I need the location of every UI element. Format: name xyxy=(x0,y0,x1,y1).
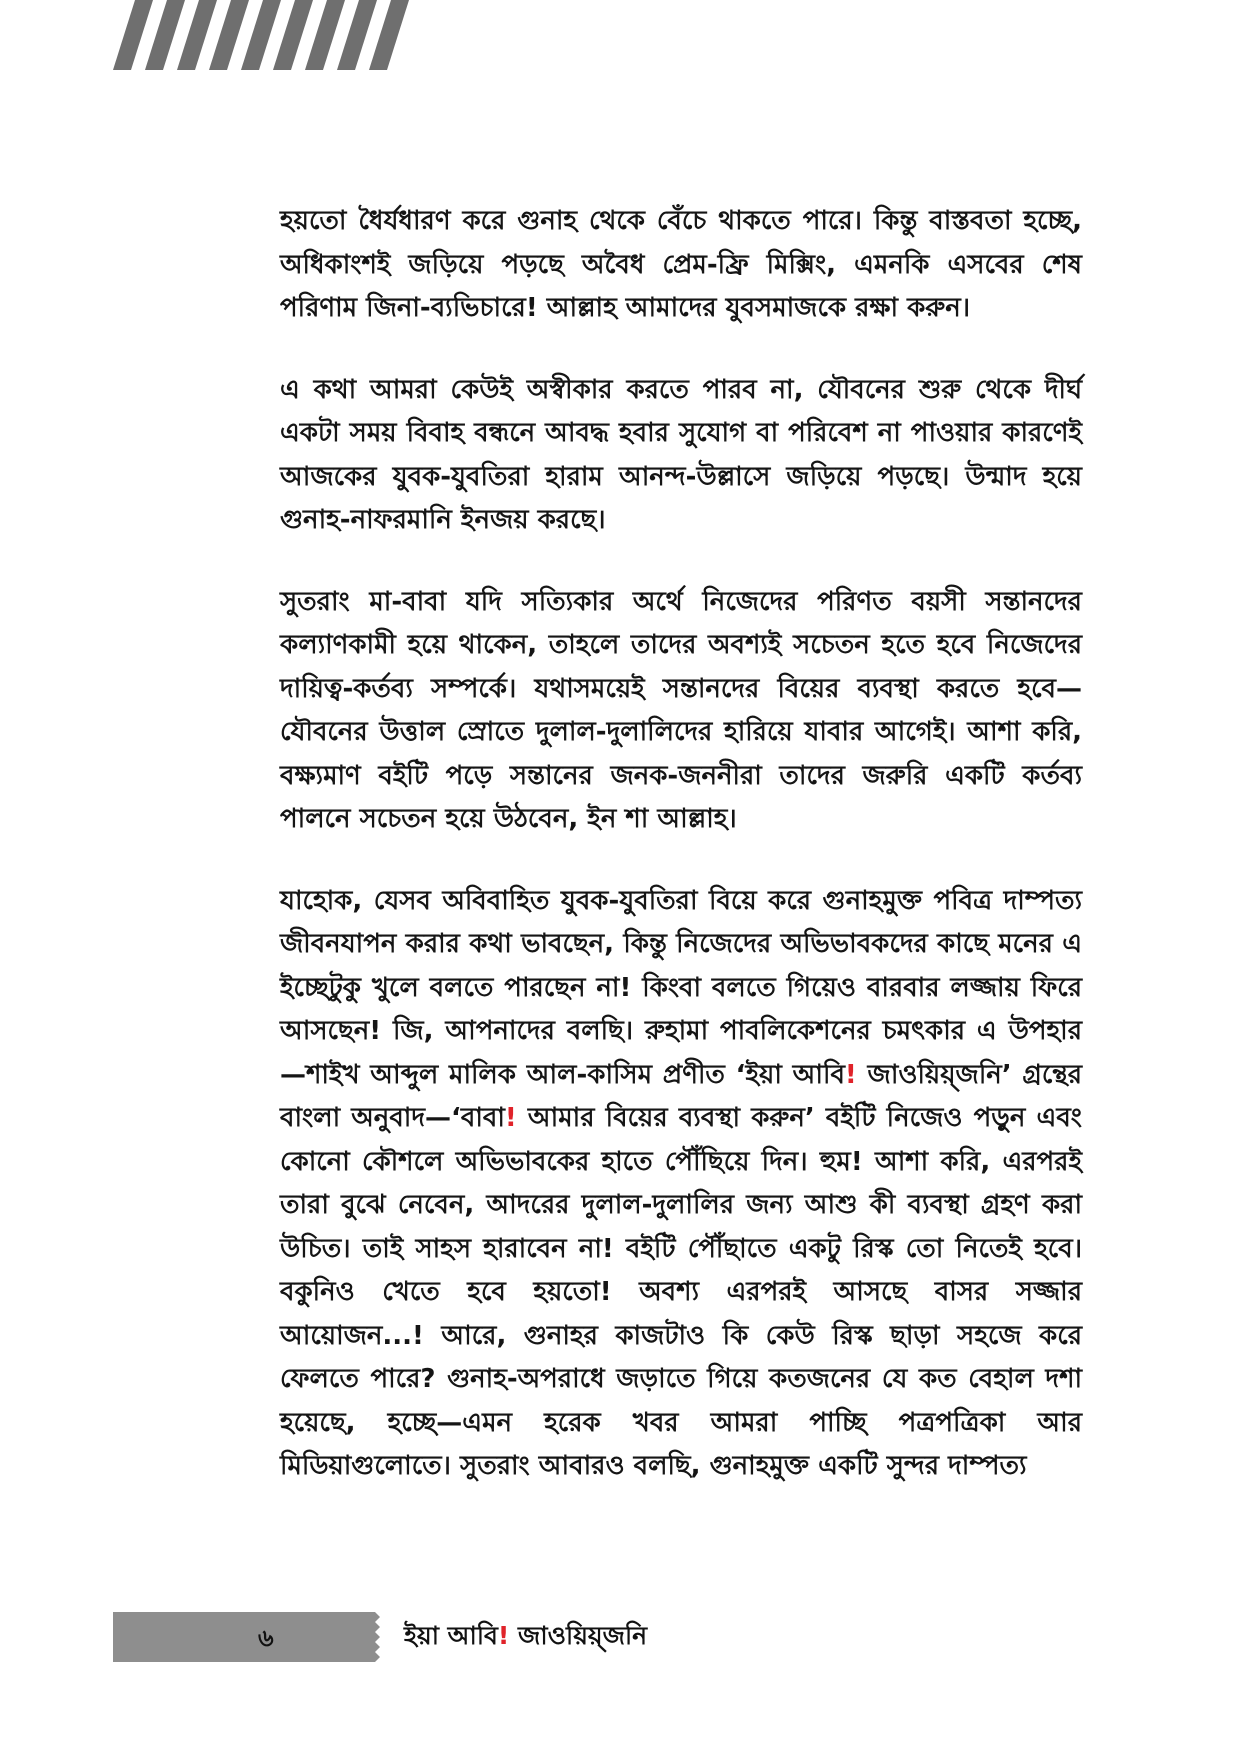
book-title-part-1: ইয়া আবি xyxy=(404,1621,498,1650)
exclamation-mark-red: ! xyxy=(504,1103,517,1133)
paragraph-4-part-3: আমার বিয়ের ব্যবস্থা করুন’ বইটি নিজেও পড়ুন এবং কোনো কৌশলে অভিভাবকের হাতে পৌঁছিয়ে দিন। হুম! আশা করি, এরপরই তারা বুঝে নেবেন, আদরের দুলাল-দুলালির জন্য আশু কী ব্যবস্থা গ্রহণ করা উচিত। তাই সাহস হারাবেন না! বইটি পৌঁছাতে একটু রিস্ক তো নিতেই হবে। বকুনিও খেতে হবে হয়তো! অবশ্য এরপরই আসছে বাসর সজ্জার আয়োজন...! আরে, গুনাহর কাজটাও কি কেউ রিস্ক ছাড়া সহজে করে ফেলতে পারে? গুনাহ-অপরাধে জড়াতে গিয়ে কতজনের যে কত বেহাল দশা হয়েছে, হচ্ছে—এমন হরেক খবর আমরা পাচ্ছি পত্রপত্রিকা আর মিডিয়াগুলোতে। সুতরাং আবারও বলছি, গুনাহমুক্ত একটি সুন্দর দাম্পত্য xyxy=(280,1103,1082,1481)
exclamation-mark-red: ! xyxy=(497,1621,510,1650)
book-title-part-2: জাওয়িয়্জনি xyxy=(509,1621,648,1650)
footer-bar-serrated-edge xyxy=(370,1612,380,1662)
paragraph-4 xyxy=(280,880,1082,1489)
paragraph-4-part-1: যাহোক, যেসব অবিবাহিত যুবক-যুবতিরা বিয়ে করে গুনাহমুক্ত পবিত্র দাম্পত্য জীবনযাপন করার কথা ভাবছেন, কিন্তু নিজেদের অভিভাবকদের কাছে মনের এ ইচ্ছেটুকু খুলে বলতে পারছেন না! কিংবা বলতে গিয়েও বারবার লজ্জায় ফিরে আসছেন! জি, আপনাদের বলছি। রুহামা পাবলিকেশনের চমৎকার এ উপহার—শাইখ আব্দুল মালিক আল-কাসিম প্রণীত ‘ইয়া আবি xyxy=(280,885,1082,1090)
body-text xyxy=(280,200,1082,1527)
footer-bar xyxy=(113,1612,375,1662)
running-book-title xyxy=(404,1616,647,1659)
page-number: ৬ xyxy=(258,1624,274,1652)
paragraph-3: সুতরাং মা-বাবা যদি সত্যিকার অর্থে নিজেদের পরিণত বয়সী সন্তানদের কল্যাণকামী হয়ে থাকেন, তাহলে তাদের অবশ্যই সচেতন হতে হবে নিজেদের দায়িত্ব-কর্তব্য সম্পর্কে। যথাসময়েই সন্তানদের বিয়ের ব্যবস্থা করতে হবে—যৌবনের উত্তাল স্রোতে দুলাল-দুলালিদের হারিয়ে যাবার আগেই। আশা করি, বক্ষ্যমাণ বইটি পড়ে সন্তানের জনক-জননীরা তাদের জরুরি একটি কর্তব্য পালনে সচেতন হয়ে উঠবেন, ইন শা আল্লাহ। xyxy=(280,586,1082,834)
paragraph-4-part-2: জাওয়িয়্জনি’ গ্রন্থের বাংলা অনুবাদ—‘বাবা xyxy=(280,1059,1082,1133)
exclamation-mark-red: ! xyxy=(844,1059,857,1090)
paragraph-1: হয়তো ধৈর্যধারণ করে গুনাহ থেকে বেঁচে থাকতে পারে। কিন্তু বাস্তবতা হচ্ছে, অধিকাংশই জড়িয়ে পড়ছে অবৈধ প্রেম-ফ্রি মিক্সিং, এমনকি এসবের শেষ পরিণাম জিনা-ব্যভিচারে! আল্লাহ আমাদের যুবসমাজকে রক্ষা করুন। xyxy=(280,206,1082,323)
paragraph-2: এ কথা আমরা কেউই অস্বীকার করতে পারব না, যৌবনের শুরু থেকে দীর্ঘ একটা সময় বিবাহ বন্ধনে আবদ্ধ হবার সুযোগ বা পরিবেশ না পাওয়ার কারণেই আজকের যুবক-যুবতিরা হারাম আনন্দ-উল্লাসে জড়িয়ে পড়ছে। উন্মাদ হয়ে গুনাহ-নাফরমানি ইনজয় করছে। xyxy=(280,374,1082,535)
diagonal-stripes-decoration xyxy=(113,0,433,72)
